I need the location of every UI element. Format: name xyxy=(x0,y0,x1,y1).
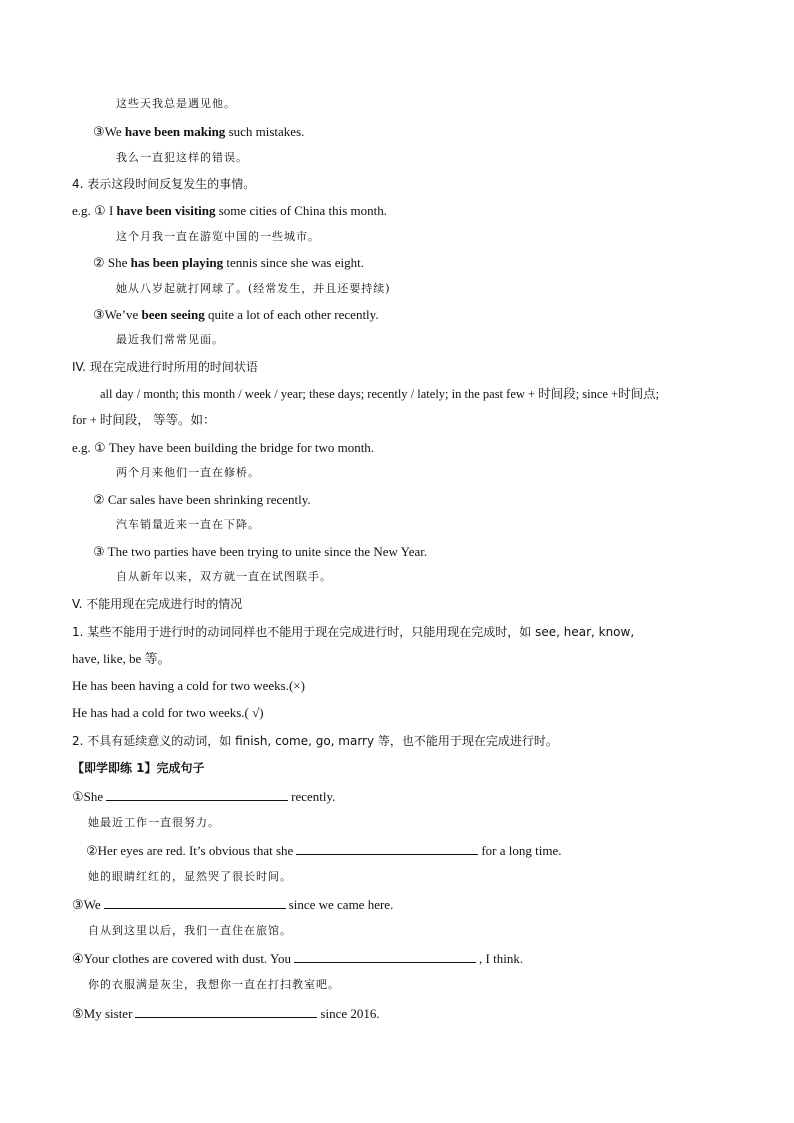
practice-question-5: ⑤My sister since 2016. xyxy=(72,1006,380,1021)
section-heading: IV. 现在完成进行时所用的时间状语 xyxy=(72,360,258,374)
translation-line: 她的眼睛红红的，显然哭了很长时间。 xyxy=(88,870,292,883)
bold-verb-phrase: has been playing xyxy=(130,255,224,270)
example-sentence: ③We’ve been seeing quite a lot of each other recently. xyxy=(93,307,379,323)
circled-number: ③ xyxy=(93,125,105,140)
translation-line: 你的衣服满是灰尘，我想你一直在打扫教室吧。 xyxy=(88,978,340,991)
translation-line: 自从新年以来，双方就一直在试图联手。 xyxy=(116,570,332,583)
bold-verb-phrase: have been making xyxy=(124,124,226,139)
circled-number: ③ xyxy=(93,545,105,560)
translation-line: 汽车销量近来一直在下降。 xyxy=(116,518,260,531)
example-sentence: e.g. ① They have been building the bridge for two month. xyxy=(72,440,375,456)
circled-number: ① xyxy=(94,204,106,219)
answer-blank[interactable] xyxy=(294,950,476,963)
circled-number: ③ xyxy=(93,308,105,323)
correct-example: He has had a cold for two weeks.( √) xyxy=(72,705,264,720)
translation-line: 这些天我总是遇见他。 xyxy=(116,97,236,110)
bold-verb-phrase: been seeing xyxy=(141,307,205,322)
example-sentence: e.g. ① I have been visiting some cities of China this month. xyxy=(72,203,388,219)
circled-number: ① xyxy=(94,441,106,456)
translation-line: 她从八岁起就打网球了。(经常发生，并且还要持续) xyxy=(116,282,391,295)
example-sentence: ③We have been making such mistakes. xyxy=(93,124,305,140)
translation-line: 最近我们常常见面。 xyxy=(116,333,224,346)
wrong-example: He has been having a cold for two weeks.(×) xyxy=(72,678,305,693)
example-sentence: ③ The two parties have been trying to unite since the New Year. xyxy=(93,544,428,560)
example-sentence: ② She has been playing tennis since she was eight. xyxy=(93,255,364,271)
answer-blank[interactable] xyxy=(135,1005,317,1018)
answer-blank[interactable] xyxy=(106,788,288,801)
answer-blank[interactable] xyxy=(296,842,478,855)
circled-number: ② xyxy=(93,256,105,271)
body-text: for + 时间段， 等等。如： xyxy=(72,413,216,427)
section-heading: V. 不能用现在完成进行时的情况 xyxy=(72,597,243,611)
body-text: have, like, be 等。 xyxy=(72,651,171,666)
translation-line: 这个月我一直在游览中国的一些城市。 xyxy=(116,230,320,243)
practice-question-2: ②Her eyes are red. It’s obvious that she for a long time. xyxy=(86,843,562,858)
body-text: all day / month; this month / week / year; these days; recently / lately; in the past few + 时间段; since +时间点; xyxy=(100,387,660,401)
example-sentence: ② Car sales have been shrinking recently. xyxy=(93,492,311,508)
translation-line: 自从到这里以后，我们一直住在旅馆。 xyxy=(88,924,292,937)
practice-question-4: ④Your clothes are covered with dust. You , I think. xyxy=(72,951,524,966)
answer-blank[interactable] xyxy=(104,896,286,909)
point-heading: 2. 不具有延续意义的动词，如 finish, come, go, marry 等，也不能用于现在完成进行时。 xyxy=(72,734,558,748)
bold-verb-phrase: have been visiting xyxy=(116,203,216,218)
circled-number: ② xyxy=(93,493,105,508)
practice-question-1: ①She recently. xyxy=(72,789,336,804)
translation-line: 两个月来他们一直在修桥。 xyxy=(116,466,260,479)
point-heading: 4. 表示这段时间反复发生的事情。 xyxy=(72,177,256,191)
translation-line: 我么一直犯这样的错误。 xyxy=(116,151,248,164)
practice-question-3: ③We since we came here. xyxy=(72,897,394,912)
body-text: 1. 某些不能用于进行时的动词同样也不能用于现在完成进行时，只能用现在完成时，如 see, hear, know, xyxy=(72,625,635,639)
practice-heading: 【即学即练 1】完成句子 xyxy=(72,761,205,775)
translation-line: 她最近工作一直很努力。 xyxy=(88,816,220,829)
